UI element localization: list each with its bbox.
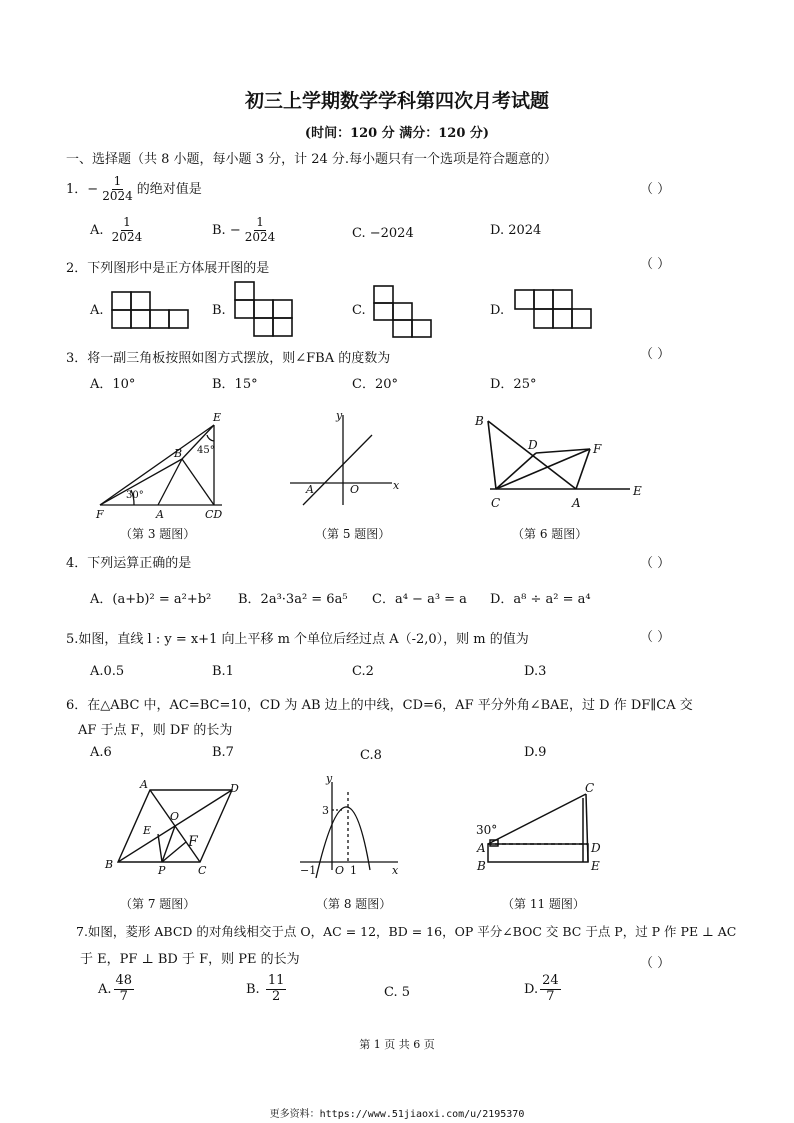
fig6-label-b: B	[475, 414, 484, 428]
fig6-label-e: E	[633, 484, 642, 498]
fig5-label-a: A	[306, 483, 314, 496]
answer-paren-2[interactable]: （ ）	[640, 257, 671, 272]
fig3-label-e: E	[213, 411, 222, 424]
q1-option-a[interactable]: A. $\frac{1}{2024}$	[90, 215, 143, 244]
net-c-shape	[374, 286, 431, 337]
figures-row-1	[0, 405, 794, 545]
q2-option-d[interactable]: D.	[490, 303, 505, 318]
fig7-label-p: P	[158, 864, 166, 877]
q4-option-a[interactable]: A．(a+b)² = a²+b²	[90, 592, 212, 607]
page-title: 初三上学期数学学科第四次月考试题	[244, 90, 549, 112]
fig7-label-o: O	[170, 810, 180, 823]
figure-7	[118, 790, 232, 862]
fig3-label-b: B	[174, 447, 183, 460]
fig3-label-cd: CD	[205, 508, 223, 521]
footer-link[interactable]: 更多资料：https://www.51jiaoxi.com/u/2195370	[269, 1109, 525, 1120]
fig5-label-y: y	[336, 409, 343, 422]
net-a-shape	[112, 292, 188, 328]
question-4-stem: 4．下列运算正确的是	[66, 556, 192, 571]
fig7-caption: （第 7 题图）	[120, 897, 196, 911]
q5-option-a[interactable]: A.0.5	[90, 664, 125, 679]
fig7-label-e: E	[143, 824, 152, 837]
fig5-label-o: O	[350, 483, 360, 496]
q2-option-c[interactable]: C.	[352, 303, 366, 318]
q3-option-a[interactable]: A．10°	[90, 377, 136, 392]
section-heading: 一、选择题（共 8 小题，每小题 3 分，计 24 分.每小题只有一个选项是符合题意的）	[66, 152, 558, 167]
q6-option-a[interactable]: A.6	[90, 745, 112, 760]
question-6-line-2: AF 于点 F，则 DF 的长为	[78, 723, 233, 738]
fig7-label-f: F	[188, 834, 198, 850]
fig8-label-o: O	[335, 864, 345, 877]
fig7-label-d: D	[230, 782, 239, 795]
fig11-angle-30: 30°	[476, 823, 498, 837]
q4-option-d[interactable]: D．a⁸ ÷ a² = a⁴	[490, 592, 591, 607]
fig3-caption: （第 3 题图）	[120, 527, 196, 541]
fig3-angle-45: 45°	[197, 445, 215, 456]
fig6-label-c: C	[491, 496, 501, 510]
q3-option-d[interactable]: D．25°	[490, 377, 537, 392]
fig11-label-c: C	[585, 781, 595, 795]
q3-option-b[interactable]: B．15°	[212, 377, 258, 392]
q1-option-d[interactable]: D. 2024	[490, 223, 542, 238]
fig8-label-neg1: −1	[300, 864, 317, 877]
q4-option-c[interactable]: C．a⁴ − a³ = a	[372, 592, 467, 607]
q5-option-b[interactable]: B.1	[212, 664, 234, 679]
q6-option-d[interactable]: D.9	[524, 745, 547, 760]
fig11-label-a: A	[477, 841, 486, 855]
q5-option-d[interactable]: D.3	[524, 664, 547, 679]
exam-info: (时间：120 分 满分：120 分)	[304, 126, 490, 141]
question-6-line-1: 6．在△ABC 中，AC=BC=10，CD 为 AB 边上的中线，CD=6，AF 平分外角∠BAE，过 D 作 DF∥CA 交	[66, 698, 693, 713]
q1-option-b[interactable]: B. − $\frac{1}{2024}$	[212, 215, 276, 244]
q7-option-c[interactable]: C. 5	[384, 985, 411, 1000]
fig6-label-f: F	[593, 442, 602, 456]
fig11-caption: （第 11 题图）	[502, 897, 585, 911]
net-b-shape	[235, 282, 292, 336]
answer-paren-7[interactable]: （ ）	[640, 956, 671, 971]
q6-option-c[interactable]: C.8	[360, 748, 382, 763]
fig6-caption: （第 6 题图）	[512, 527, 588, 541]
fig3-label-f: F	[96, 508, 104, 521]
fig11-label-e: E	[591, 859, 600, 873]
q7-option-a[interactable]: A. $\frac{48}{7}$	[98, 973, 133, 1004]
q2-option-a[interactable]: A.	[90, 303, 104, 318]
fig3-label-a: A	[156, 508, 164, 521]
question-2-stem: 2．下列图形中是正方体展开图的是	[66, 261, 270, 276]
fig7-label-a: A	[140, 778, 148, 791]
question-7-line-1: 7.如图，菱形 ABCD 的对角线相交于点 O，AC = 12，BD = 16，OP 平分∠BOC 交 BC 于点 P，过 P 作 PE ⊥ AC	[76, 924, 737, 939]
figure-3	[100, 425, 222, 505]
fig7-label-c: C	[198, 864, 207, 877]
fig5-caption: （第 5 题图）	[315, 527, 391, 541]
q1-option-c[interactable]: C. −2024	[352, 226, 414, 241]
question-5-stem: 5.如图，直线 l : y = x+1 向上平移 m 个单位后经过点 A（-2,0），则 m 的值为	[66, 632, 529, 647]
fig3-angle-30: 30°	[126, 490, 144, 501]
answer-paren-3[interactable]: （ ）	[640, 347, 671, 362]
page-number: 第 1 页 共 6 页	[359, 1038, 435, 1051]
q4-option-b[interactable]: B．2a³·3a² = 6a⁵	[238, 592, 348, 607]
fig11-label-d: D	[591, 841, 601, 855]
q6-option-b[interactable]: B.7	[212, 745, 234, 760]
fig8-caption: （第 8 题图）	[316, 897, 392, 911]
fig6-label-d: D	[528, 438, 538, 452]
q7-option-d[interactable]: D. $\frac{24}{7}$	[524, 973, 559, 1004]
q2-option-b[interactable]: B.	[212, 303, 226, 318]
answer-paren-1[interactable]: （ ）	[640, 182, 671, 197]
fig11-label-b: B	[477, 859, 486, 873]
net-d-shape	[515, 290, 591, 328]
answer-paren-4[interactable]: （ ）	[640, 556, 671, 571]
q7-option-b[interactable]: B. $\frac{11}{2}$	[246, 973, 285, 1004]
fig5-label-x: x	[393, 479, 400, 492]
figure-11	[488, 794, 588, 862]
figures-row-2	[0, 770, 794, 920]
fig8-label-y: y	[326, 772, 333, 785]
question-7-line-2: 于 E，PF ⊥ BD 于 F，则 PE 的长为	[80, 952, 300, 967]
figure-6	[488, 421, 630, 489]
fig7-label-b: B	[105, 858, 114, 871]
q5-option-c[interactable]: C.2	[352, 664, 374, 679]
question-3-stem: 3．将一副三角板按照如图方式摆放，则∠FBA 的度数为	[66, 351, 391, 366]
fig8-label-x: x	[392, 864, 399, 877]
fig8-label-1: 1	[350, 864, 357, 877]
fig6-label-a: A	[572, 496, 581, 510]
q3-option-c[interactable]: C．20°	[352, 377, 398, 392]
fig8-label-3: 3	[322, 804, 329, 817]
question-1-stem: 1．− $\frac{1}{2024}$ 的绝对值是	[66, 174, 202, 203]
answer-paren-5[interactable]: （ ）	[640, 630, 671, 645]
